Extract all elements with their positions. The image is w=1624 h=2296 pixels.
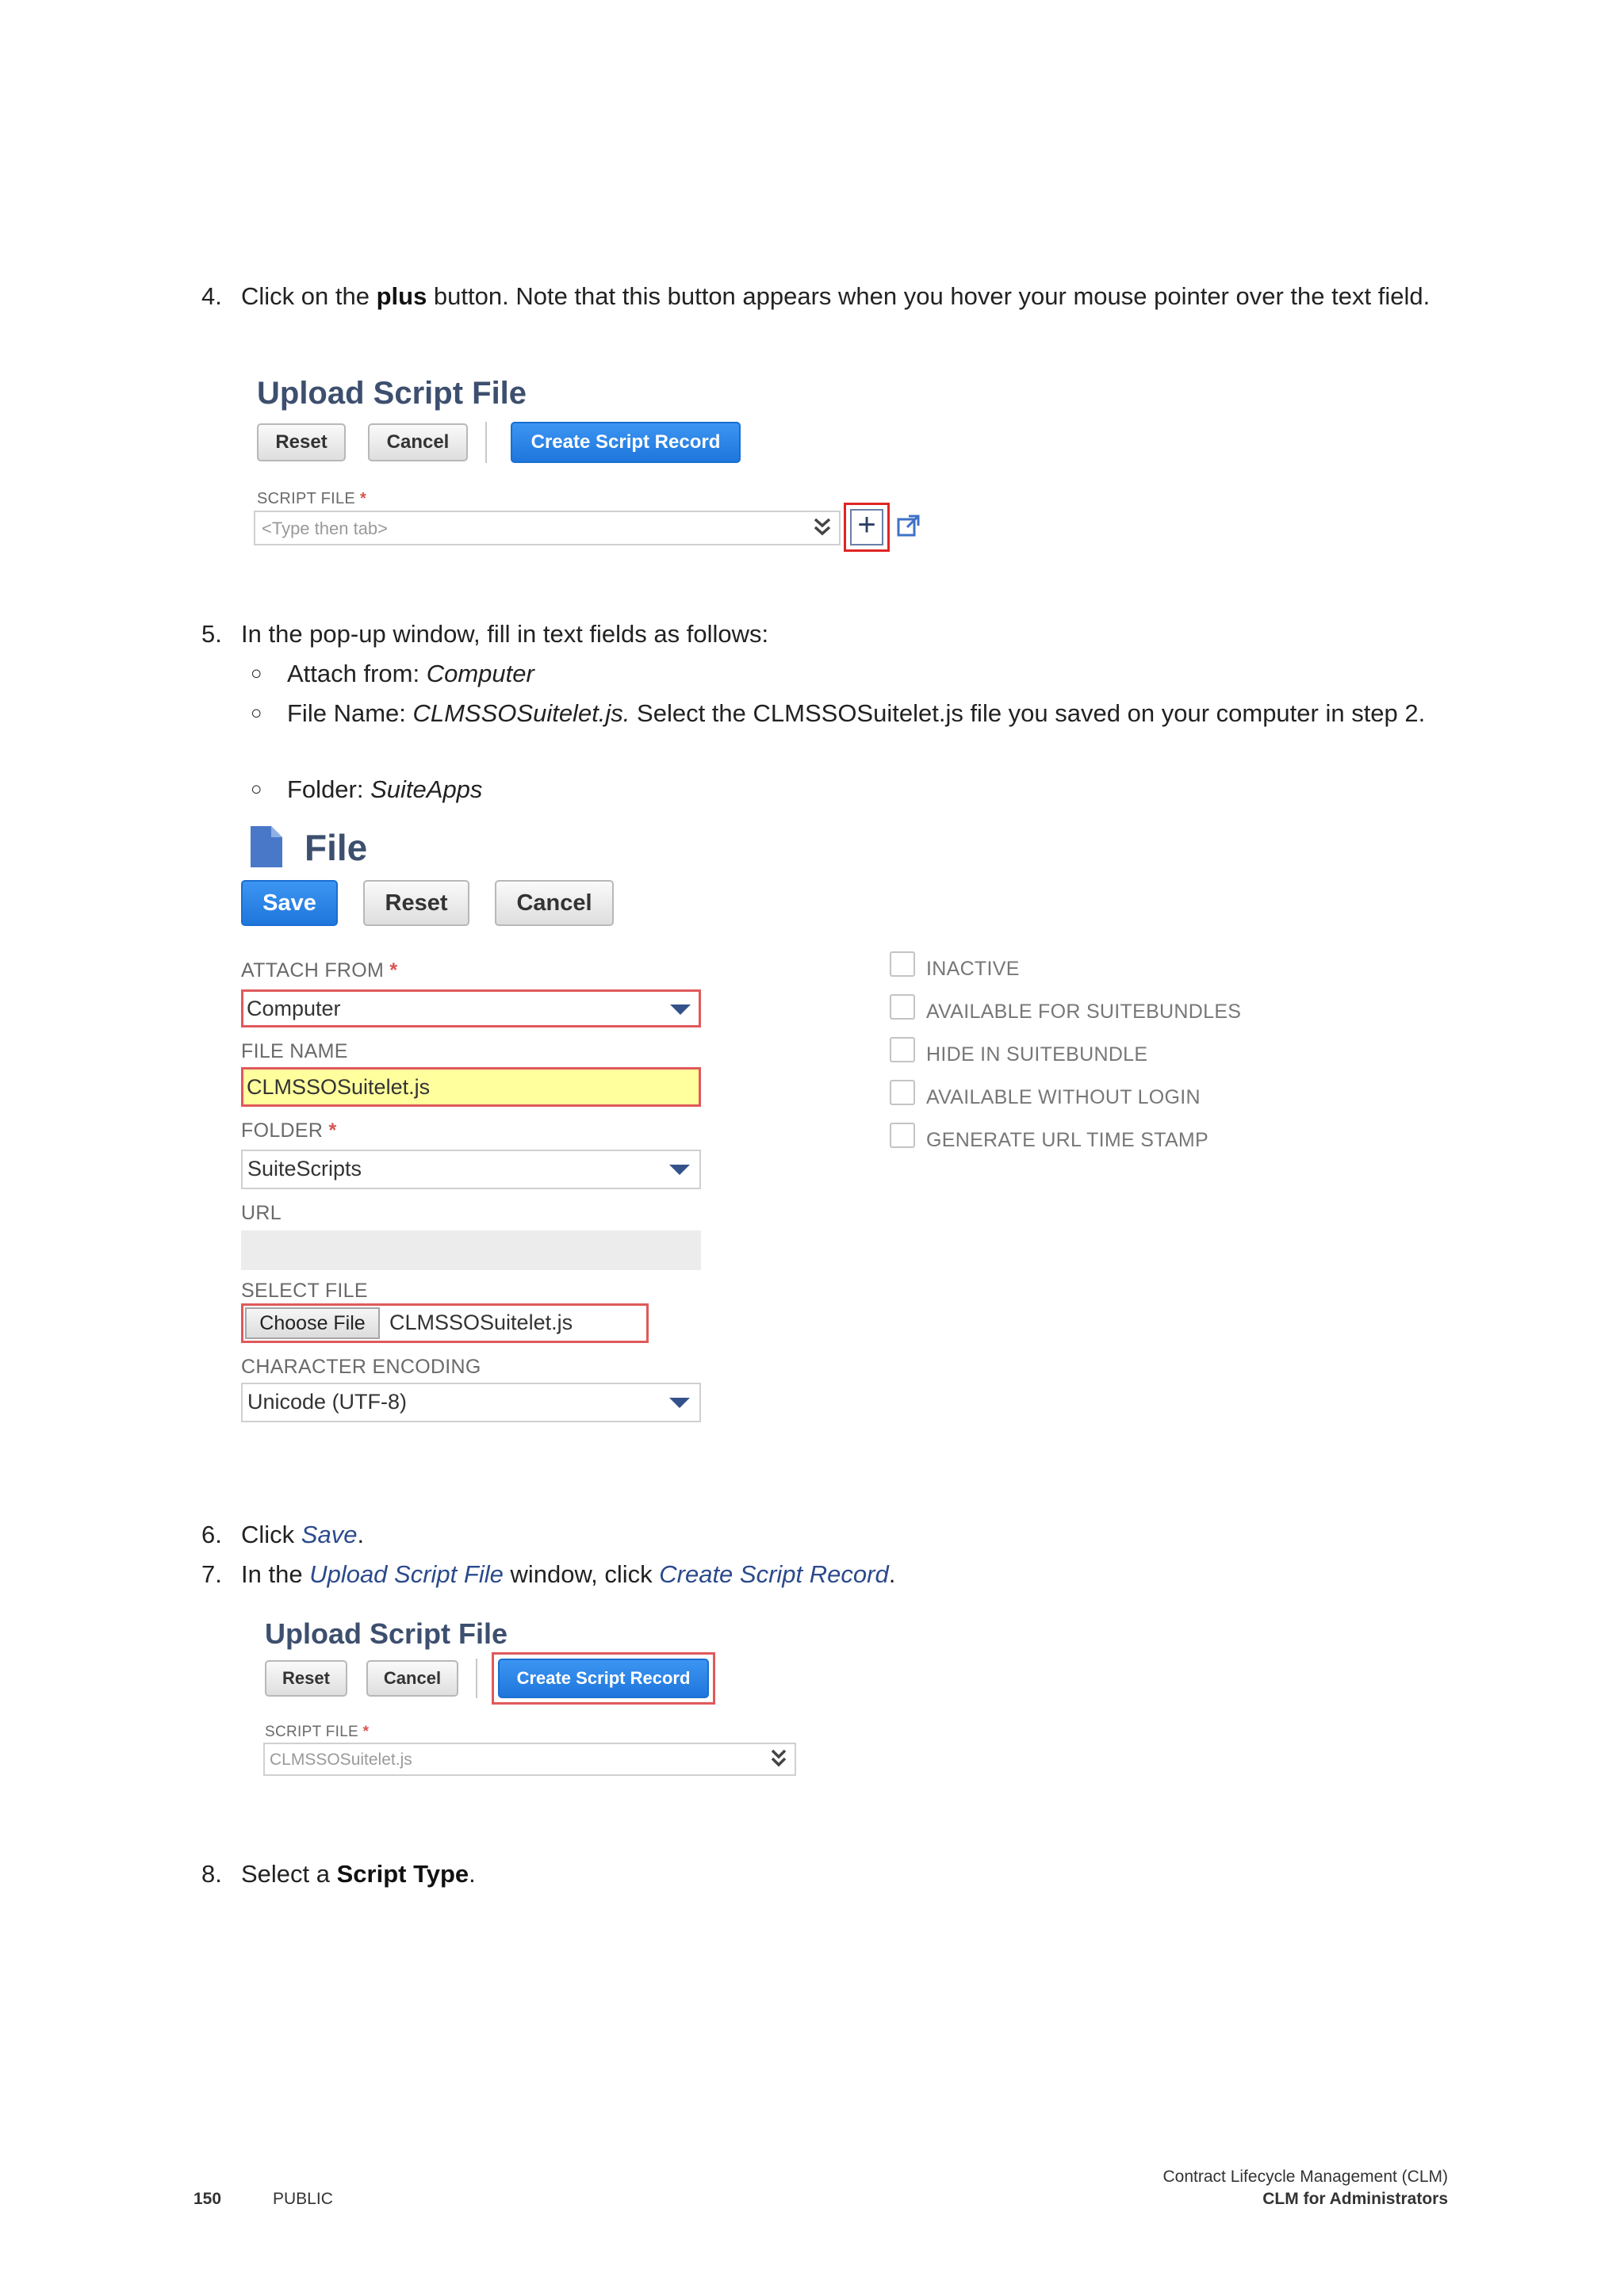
url-field bbox=[241, 1230, 701, 1270]
checkbox-box[interactable] bbox=[890, 951, 915, 977]
folder-label: FOLDER * bbox=[241, 1119, 337, 1142]
checkbox-box[interactable] bbox=[890, 994, 915, 1020]
dropdown-caret-icon bbox=[670, 1004, 691, 1015]
reset-button[interactable]: Reset bbox=[363, 880, 469, 926]
reset-button[interactable]: Reset bbox=[265, 1660, 347, 1697]
step-number: 8. bbox=[201, 1860, 222, 1888]
checkbox-box[interactable] bbox=[890, 1080, 915, 1105]
plus-button[interactable] bbox=[850, 509, 883, 545]
document-title: Contract Lifecycle Management (CLM) bbox=[1162, 2168, 1448, 2186]
checkbox-generate-url-time-stamp[interactable] bbox=[890, 1123, 1254, 1154]
bold-term: Script Type bbox=[336, 1860, 469, 1888]
form-title: File bbox=[304, 827, 368, 868]
create-script-record-reference: Create Script Record bbox=[659, 1560, 889, 1588]
checkbox-label: AVAILABLE WITHOUT LOGIN bbox=[926, 1086, 1201, 1108]
checkbox-hide-in-suitebundle[interactable] bbox=[890, 1037, 1254, 1069]
open-external-icon[interactable] bbox=[896, 514, 921, 543]
script-file-placeholder: <Type then tab> bbox=[262, 519, 389, 538]
required-marker: * bbox=[359, 490, 367, 507]
save-button[interactable]: Save bbox=[241, 880, 338, 926]
cancel-button[interactable]: Cancel bbox=[366, 1660, 458, 1697]
upload-script-panel-1 bbox=[254, 373, 936, 563]
attach-from-select[interactable] bbox=[241, 989, 701, 1027]
panel-title: Upload Script File bbox=[265, 1617, 508, 1650]
script-file-label: SCRIPT FILE * bbox=[257, 490, 367, 507]
character-encoding-value: Unicode (UTF-8) bbox=[247, 1390, 408, 1414]
cancel-button[interactable]: Cancel bbox=[495, 880, 614, 926]
step-number: 4. bbox=[201, 282, 222, 310]
checkbox-available-for-suitebundles[interactable] bbox=[890, 994, 1254, 1026]
double-chevron-down-icon[interactable] bbox=[769, 1747, 788, 1774]
checkbox-label: INACTIVE bbox=[926, 958, 1020, 980]
file-name-input[interactable] bbox=[241, 1067, 701, 1107]
script-file-label: SCRIPT FILE * bbox=[265, 1724, 370, 1740]
chosen-file-name: CLMSSOSuitelet.js bbox=[389, 1311, 573, 1334]
checkbox-label: HIDE IN SUITEBUNDLE bbox=[926, 1043, 1148, 1066]
folder-select[interactable] bbox=[241, 1150, 701, 1189]
step-text: Click Save. bbox=[241, 1521, 365, 1548]
file-icon bbox=[249, 825, 284, 873]
checkbox-inactive[interactable] bbox=[890, 951, 1254, 983]
attach-from-value: Computer bbox=[247, 997, 341, 1020]
upload-script-panel-2 bbox=[262, 1614, 817, 1789]
file-name-value: CLMSSOSuitelet.js bbox=[247, 1075, 431, 1099]
required-marker: * bbox=[328, 1119, 337, 1142]
bullet-circle: ○ bbox=[251, 663, 262, 684]
script-file-value: CLMSSOSuitelet.js bbox=[270, 1751, 412, 1769]
classification-label: PUBLIC bbox=[273, 2190, 333, 2208]
document-subtitle: CLM for Administrators bbox=[1262, 2190, 1448, 2208]
create-script-record-button[interactable]: Create Script Record bbox=[498, 1659, 709, 1698]
checkbox-box[interactable] bbox=[890, 1123, 915, 1148]
choose-file-button[interactable]: Choose File bbox=[245, 1307, 380, 1339]
select-file-label: SELECT FILE bbox=[241, 1280, 368, 1302]
required-marker: * bbox=[362, 1724, 370, 1740]
file-name-label: FILE NAME bbox=[241, 1040, 348, 1062]
double-chevron-down-icon[interactable] bbox=[812, 515, 833, 543]
save-reference: Save bbox=[301, 1521, 358, 1548]
character-encoding-label: CHARACTER ENCODING bbox=[241, 1356, 481, 1378]
step-number: 6. bbox=[201, 1521, 222, 1548]
cancel-button[interactable]: Cancel bbox=[368, 423, 468, 461]
bullet-circle: ○ bbox=[251, 779, 262, 800]
character-encoding-select[interactable] bbox=[241, 1383, 701, 1422]
step-number: 5. bbox=[201, 620, 222, 648]
script-file-input[interactable] bbox=[254, 511, 841, 545]
folder-value: SuiteScripts bbox=[247, 1157, 362, 1181]
url-label: URL bbox=[241, 1202, 282, 1224]
dropdown-caret-icon bbox=[669, 1165, 690, 1175]
required-marker: * bbox=[389, 959, 398, 982]
step-number: 7. bbox=[201, 1560, 222, 1588]
step-text: In the pop-up window, fill in text fields as follows: bbox=[241, 620, 769, 648]
script-file-input[interactable] bbox=[263, 1743, 796, 1776]
button-separator bbox=[485, 422, 487, 463]
checkbox-available-without-login[interactable] bbox=[890, 1080, 1254, 1112]
checkbox-label: GENERATE URL TIME STAMP bbox=[926, 1129, 1209, 1151]
step-text: Click on the plus button. Note that this button appears when you hover your mouse pointer over the text field. bbox=[241, 282, 1431, 310]
attach-from-label: ATTACH FROM * bbox=[241, 959, 398, 982]
plus-icon: + bbox=[857, 507, 876, 542]
upload-script-file-reference: Upload Script File bbox=[309, 1560, 504, 1588]
file-form-panel bbox=[238, 825, 1269, 1427]
bullet-circle: ○ bbox=[251, 702, 262, 724]
reset-button[interactable]: Reset bbox=[257, 423, 346, 461]
panel-title: Upload Script File bbox=[257, 376, 527, 411]
select-file-control bbox=[241, 1303, 649, 1343]
page-number: 150 bbox=[193, 2190, 222, 2208]
step-text: Select a Script Type. bbox=[241, 1860, 476, 1888]
dropdown-caret-icon bbox=[669, 1398, 690, 1408]
button-separator bbox=[476, 1659, 477, 1698]
create-script-record-button[interactable]: Create Script Record bbox=[511, 422, 741, 463]
step-text: In the Upload Script File window, click Create Script Record. bbox=[241, 1560, 896, 1588]
bold-term: plus bbox=[376, 282, 427, 310]
checkbox-box[interactable] bbox=[890, 1037, 915, 1062]
checkbox-label: AVAILABLE FOR SUITEBUNDLES bbox=[926, 1001, 1242, 1023]
